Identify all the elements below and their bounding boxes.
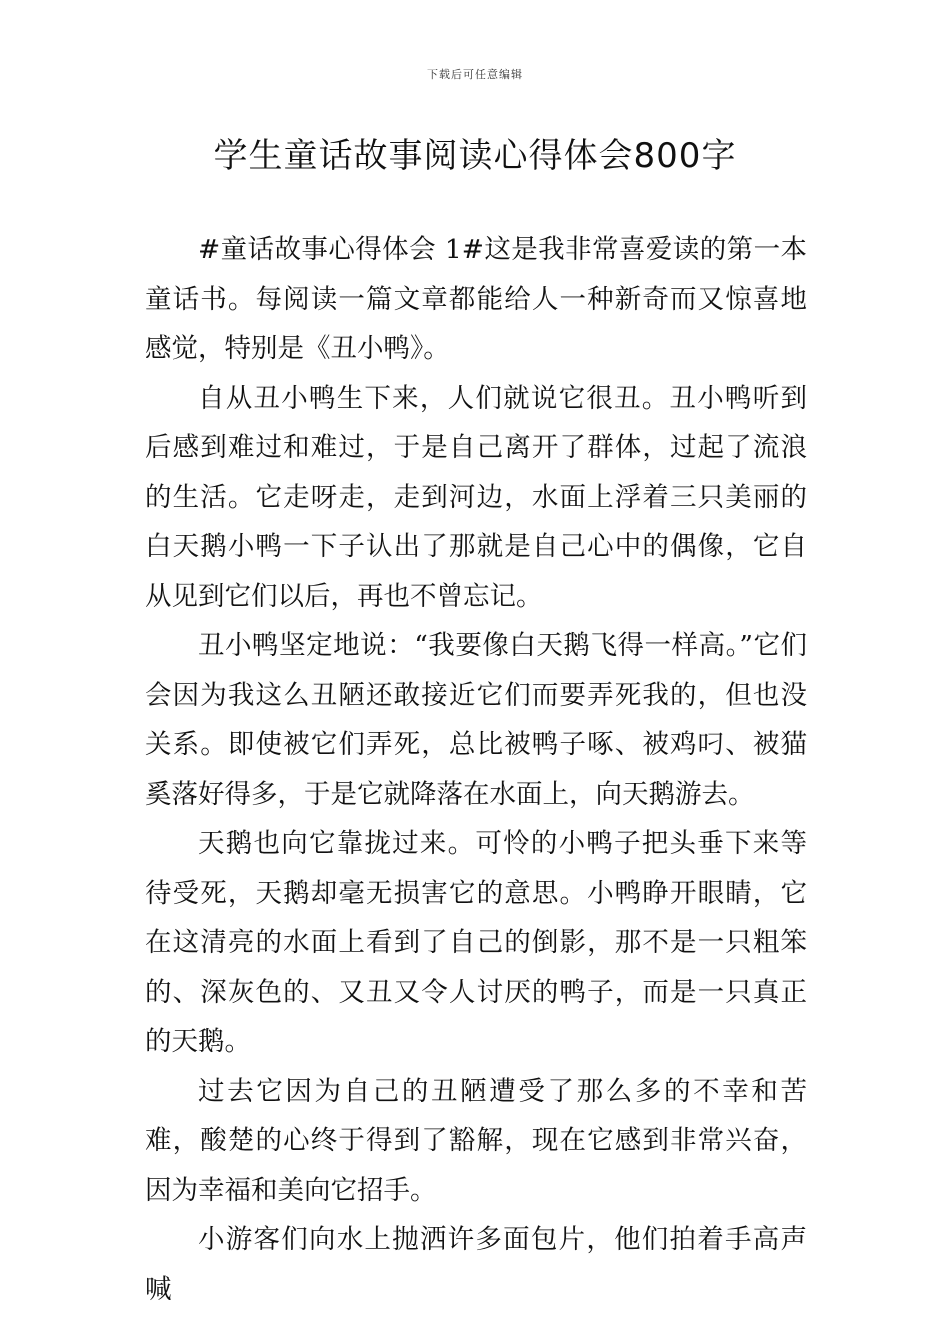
- paragraph: 小游客们向水上抛洒许多面包片，他们拍着手高声喊: [145, 1224, 807, 1305]
- paragraph: 丑小鸭坚定地说：“我要像白天鹅飞得一样高。”它们会因为我这么丑陋还敢接近它们而要弄死我的，但也没关系。即使被它们弄死，总比被鸭子啄、被鸡叼、被猫奚落好得多，于是它就降落在水面上，向天鹅游去。: [145, 630, 807, 810]
- paragraph: 天鹅也向它靠拢过来。可怜的小鸭子把头垂下来等待受死，天鹅却毫无损害它的意思。小鸭睁开眼睛，它在这清亮的水面上看到了自己的倒影，那不是一只粗笨的、深灰色的、又丑又令人讨厌的鸭子，而是一只真正的天鹅。: [145, 828, 807, 1057]
- paragraph: 自从丑小鸭生下来，人们就说它很丑。丑小鸭听到后感到难过和难过，于是自己离开了群体，过起了流浪的生活。它走呀走，走到河边，水面上浮着三只美丽的白天鹅小鸭一下子认出了那就是自己心中的偶像，它自从见到它们以后，再也不曾忘记。: [145, 382, 807, 612]
- header-note: 下载后可任意编辑: [427, 68, 523, 81]
- document-body: [145, 225, 807, 1314]
- paragraph: 过去它因为自己的丑陋遭受了那么多的不幸和苦难，酸楚的心终于得到了豁解，现在它感到非常兴奋，因为幸福和美向它招手。: [145, 1075, 807, 1206]
- document-title: 学生童话故事阅读心得体会800字: [213, 136, 737, 176]
- paragraph: #童话故事心得体会 1#这是我非常喜爱读的第一本童话书。每阅读一篇文章都能给人一种新奇而又惊喜地感觉，特别是《丑小鸭》。: [145, 234, 807, 364]
